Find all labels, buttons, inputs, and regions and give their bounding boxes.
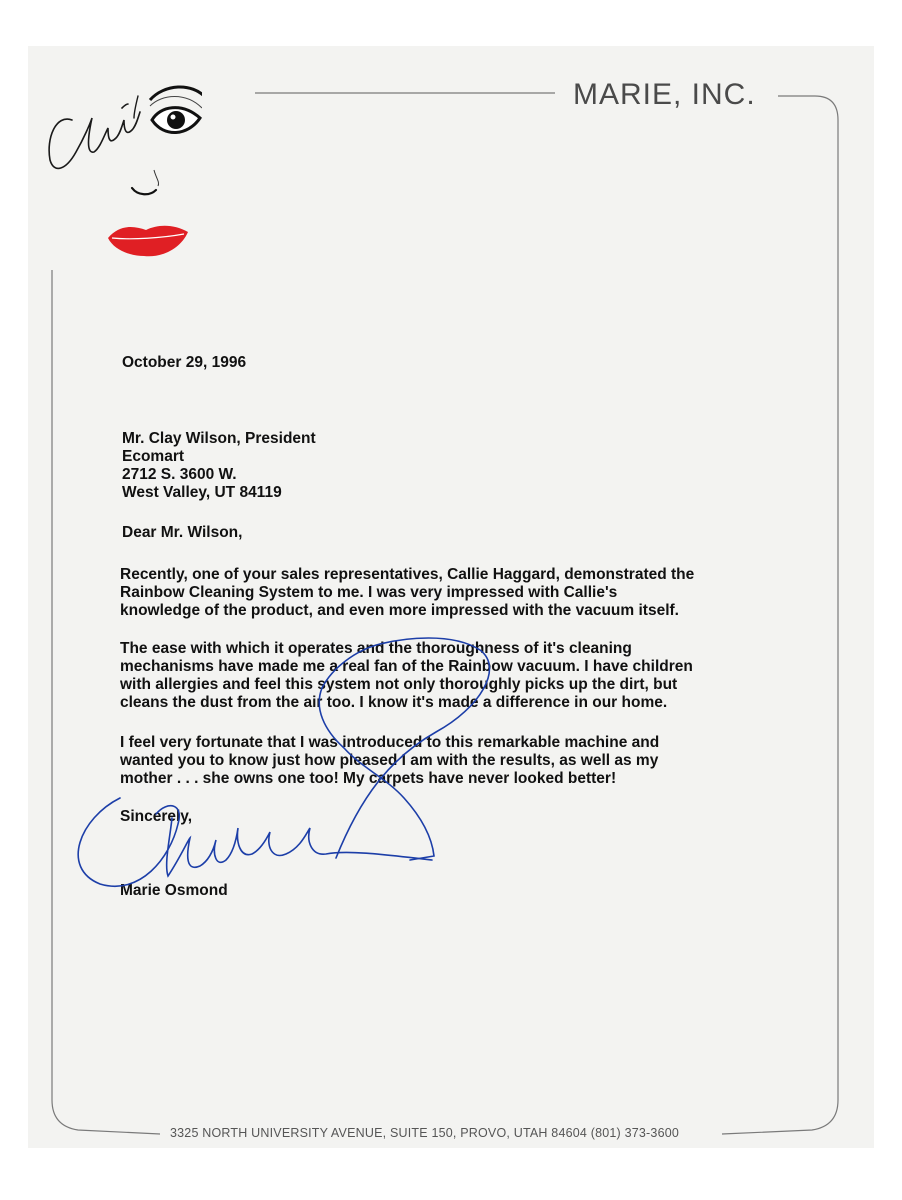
paragraph-line: mother . . . she owns one too! My carpets have never looked better! xyxy=(120,770,617,787)
recipient-name: Mr. Clay Wilson, President xyxy=(122,430,316,447)
paragraph-line: wanted you to know just how pleased I am with the results, as well as my xyxy=(120,752,659,769)
recipient-company: Ecomart xyxy=(122,448,185,465)
closing: Sincerely, xyxy=(120,808,193,825)
recipient-street: 2712 S. 3600 W. xyxy=(122,466,237,483)
paragraph xyxy=(120,566,760,620)
paragraph-line: I feel very fortunate that I was introduced to this remarkable machine and xyxy=(120,734,660,751)
handwritten-signature xyxy=(60,628,500,898)
face-logo xyxy=(42,78,202,278)
footer-address: 3325 NORTH UNIVERSITY AVENUE, SUITE 150, PROVO, UTAH 84604 (801) 373-3600 xyxy=(170,1126,680,1140)
salutation: Dear Mr. Wilson, xyxy=(122,524,243,541)
paragraph-line: Recently, one of your sales representatives, Callie Haggard, demonstrated the xyxy=(120,566,695,583)
paragraph-line: Rainbow Cleaning System to me. I was very impressed with Callie's xyxy=(120,584,618,601)
paragraph-line: with allergies and feel this system not only thoroughly picks up the dirt, but xyxy=(120,676,678,693)
signer-name: Marie Osmond xyxy=(120,882,228,899)
letter-date: October 29, 1996 xyxy=(122,354,247,371)
paragraph-line: mechanisms have made me a real fan of the Rainbow vacuum. I have children xyxy=(120,658,693,675)
paragraph-line: The ease with which it operates and the thoroughness of it's cleaning xyxy=(120,640,632,657)
recipient-address xyxy=(122,430,316,502)
paragraph-line: cleans the dust from the air too. I know it's made a difference in our home. xyxy=(120,694,668,711)
company-name: MARIE, INC. xyxy=(573,78,756,111)
recipient-city: West Valley, UT 84119 xyxy=(122,484,282,501)
paragraph-line: knowledge of the product, and even more impressed with the vacuum itself. xyxy=(120,602,679,619)
